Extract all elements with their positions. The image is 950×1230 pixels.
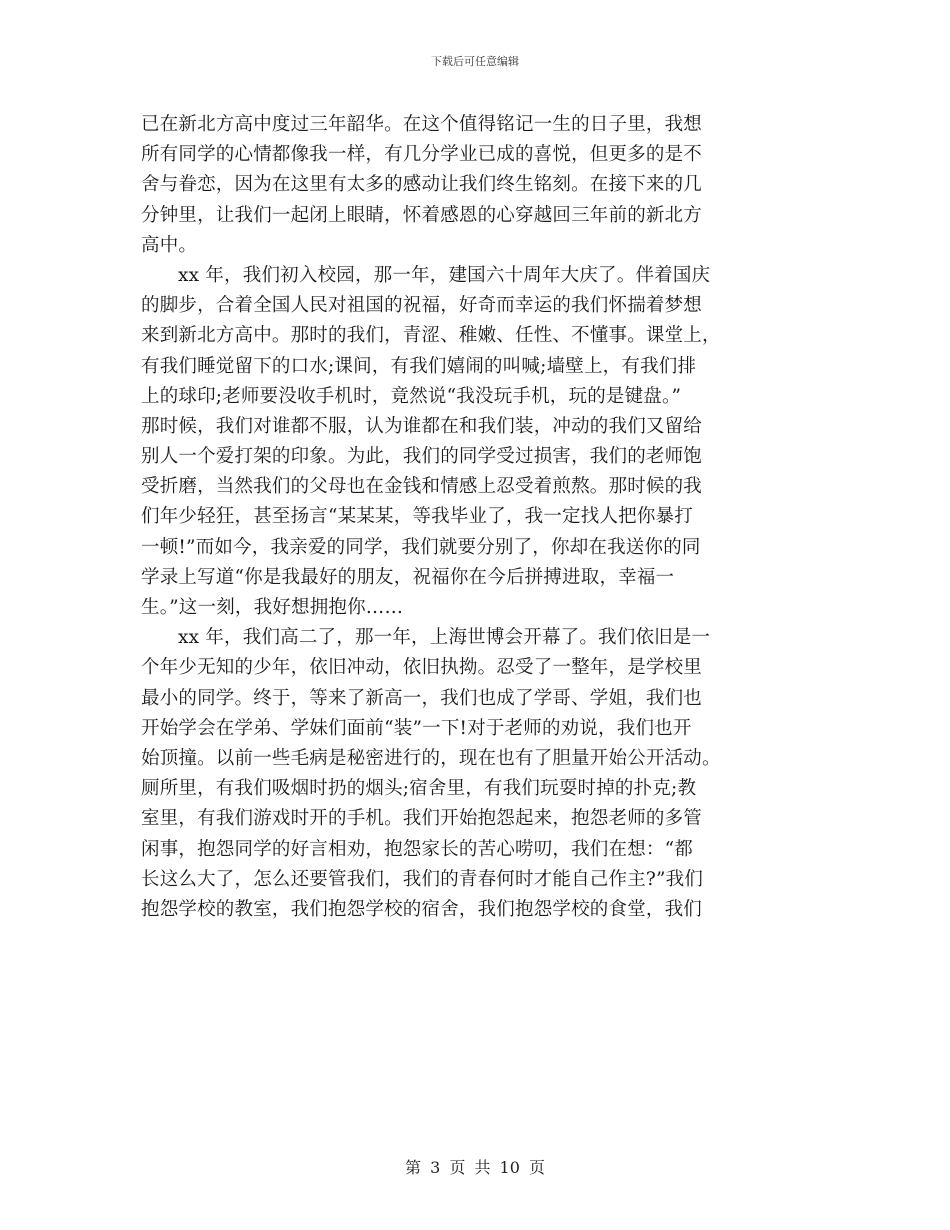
paragraph-start-line: xx 年，我们高二了，那一年，上海世博会开幕了。我们依旧是一 — [178, 627, 711, 649]
text-line: 长这么大了，怎么还要管我们，我们的青春何时才能自己作主?”我们 — [141, 868, 704, 890]
paragraph-start-line: xx 年，我们初入校园，那一年，建国六十周年大庆了。伴着国庆 — [178, 264, 711, 286]
text-line: 别人一个爱打架的印象。为此，我们的同学受过损害，我们的老师饱 — [141, 446, 703, 468]
text-line: 一顿!”而如今，我亲爱的同学，我们就要分别了，你却在我送你的同 — [141, 536, 701, 558]
page-header: 下载后可任意编辑 — [431, 55, 519, 68]
text-line: 那时候，我们对谁都不服，认为谁都在和我们装，冲动的我们又留给 — [141, 415, 703, 437]
text-line: 已在新北方高中度过三年韶华。在这个值得铭记一生的日子里，我想 — [141, 114, 703, 135]
text-line: 室里，有我们游戏时开的手机。我们开始抱怨起来，抱怨老师的多管 — [141, 808, 703, 830]
text-line: 分钟里，让我们一起闭上眼睛，怀着感恩的心穿越回三年前的新北方 — [141, 204, 703, 226]
text-line: 们年少轻狂，甚至扬言“某某某，等我毕业了，我一定找人把你暴打 — [141, 506, 693, 528]
text-line: 最小的同学。终于，等来了新高一，我们也成了学哥、学姐，我们也 — [141, 687, 703, 709]
text-line: 有我们睡觉留下的口水;课间，有我们嬉闹的叫喊;墙壁上，有我们排 — [141, 355, 697, 377]
text-line: 的脚步，合着全国人民对祖国的祝福，好奇而幸运的我们怀揣着梦想 — [141, 295, 703, 317]
text-line: 厕所里，有我们吸烟时扔的烟头;宿舍里，有我们玩耍时掉的扑克;教 — [141, 778, 697, 800]
text-line: 上的球印;老师要没收手机时，竟然说“我没玩手机，玩的是键盘。” — [141, 385, 682, 407]
text-line: 受折磨，当然我们的父母也在金钱和情感上忍受着煎熬。那时候的我 — [141, 476, 703, 498]
document-body — [141, 110, 811, 925]
text-line: 个年少无知的少年，依旧冲动，依旧执拗。忍受了一整年，是学校里 — [141, 657, 703, 679]
text-line: 高中。 — [141, 234, 198, 256]
text-line: 生。”这一刻，我好想拥抱你…… — [141, 597, 404, 618]
text-line: 闲事，抱怨同学的好言相劝，抱怨家长的苦心唠叨，我们在想：“都 — [141, 838, 693, 860]
text-line: 所有同学的心情都像我一样，有几分学业已成的喜悦，但更多的是不 — [141, 144, 703, 166]
text-line: 抱怨学校的教室，我们抱怨学校的宿舍，我们抱怨学校的食堂，我们 — [141, 898, 703, 920]
text-line: 学录上写道“你是我最好的朋友，祝福你在今后拼搏进取，幸福一 — [141, 566, 675, 588]
page-number-footer: 第 3 页 共 10 页 — [405, 1158, 545, 1177]
text-line: 始顶撞。以前一些毛病是秘密进行的，现在也有了胆量开始公开活动。 — [141, 747, 721, 769]
text-line: 开始学会在学弟、学妹们面前“装”一下!对于老师的劝说，我们也开 — [141, 717, 692, 739]
text-line: 舍与眷恋，因为在这里有太多的感动让我们终生铭刻。在接下来的几 — [141, 174, 703, 196]
text-line: 来到新北方高中。那时的我们，青涩、稚嫩、任性、不懂事。课堂上， — [141, 325, 721, 347]
